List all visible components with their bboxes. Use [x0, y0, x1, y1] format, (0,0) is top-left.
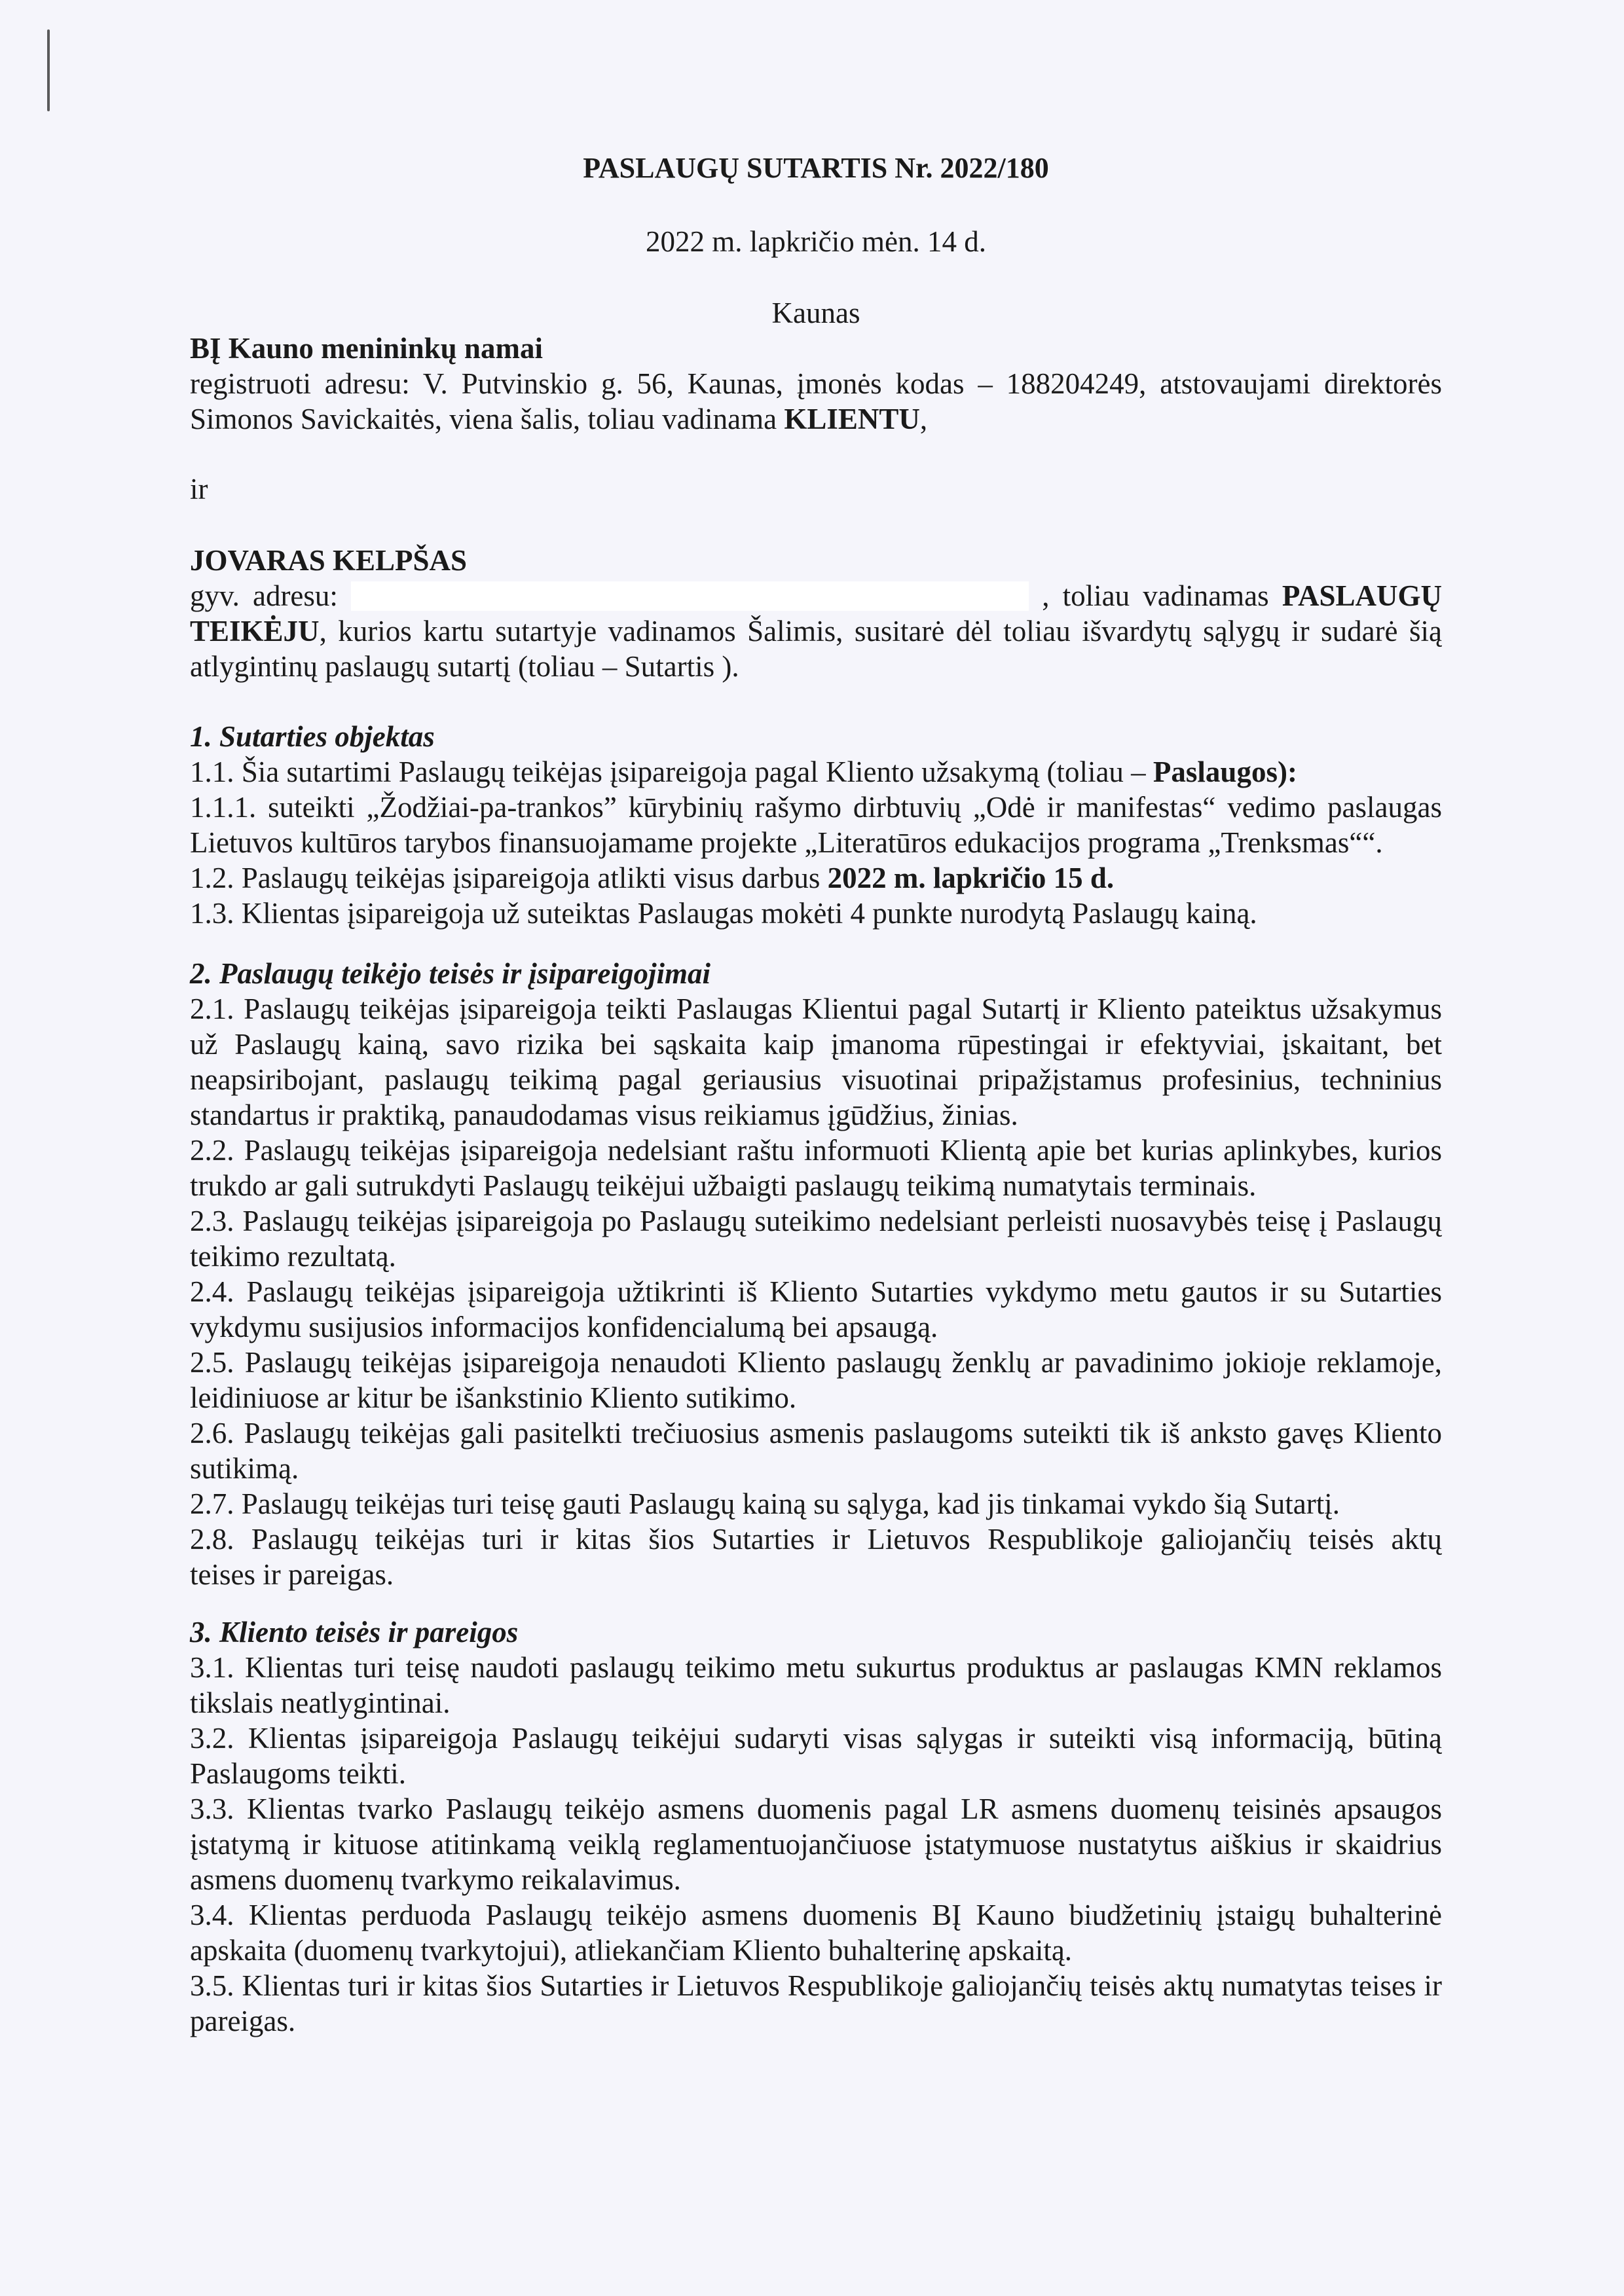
text-line — [190, 1522, 1442, 1557]
section-heading: 3. Kliento teisės ir pareigos — [190, 1616, 519, 1649]
redacted-address — [351, 581, 1029, 611]
text-segment: gyv. adresu: — [190, 579, 352, 612]
text-segment: neapsiribojant, paslaugų teikimą pagal geriausius visuotinai pripažįstamus profesinius, techninius — [190, 1063, 1442, 1096]
text-line — [190, 1721, 1442, 1756]
text-line — [190, 1097, 1442, 1133]
clause-paragraph — [190, 1274, 1442, 1345]
text-line — [190, 366, 1442, 401]
text-line — [190, 1650, 1442, 1685]
section-heading: 2. Paslaugų teikėjo teisės ir įsipareigojimai — [190, 957, 711, 990]
text-segment: 2.3. Paslaugų teikėjas įsipareigoja po Paslaugų suteikimo nedelsiant perleisti nuosavybės teisę į Paslaugų — [190, 1205, 1442, 1237]
text-segment: 2.7. Paslaugų teikėjas turi teisę gauti Paslaugų kainą su sąlyga, kad jis tinkamai vykdo šią Sutartį. — [190, 1487, 1340, 1520]
bold-text: 2022 m. lapkričio 15 d. — [827, 862, 1115, 894]
document-title: PASLAUGŲ SUTARTIS Nr. 2022/180 — [583, 152, 1049, 184]
bold-text: Paslaugos): — [1153, 756, 1297, 788]
text-segment: 3.1. Klientas turi teisę naudoti paslaugų teikimo metu sukurtus produktus ar paslaugas KMN reklamos — [190, 1651, 1442, 1684]
text-segment: 1.1. Šia sutartimi Paslaugų teikėjas įsipareigoja pagal Kliento užsakymą (toliau – — [190, 756, 1153, 788]
text-line — [190, 1827, 1442, 1862]
text-line — [190, 1897, 1442, 1933]
text-segment: už Paslaugų kainą, savo rizika bei sąskaita kaip įmanoma rūpestingai ir efektyviai, įskaitant, bet — [190, 1028, 1442, 1061]
text-segment: įstatymą ir kituose atitinkamą veiklą reglamentuojančiuose įstatymuose nustatytus aiškius ir skaidrius — [190, 1828, 1442, 1861]
text-line — [190, 991, 1442, 1027]
text-segment: 1.3. Klientas įsipareigoja už suteiktas Paslaugas mokėti 4 punkte nurodytą Paslaugų kainą. — [190, 897, 1257, 930]
text-line — [190, 896, 1442, 931]
text-segment: 2.2. Paslaugų teikėjas įsipareigoja nedelsiant raštu informuoti Klientą apie bet kurias aplinkybes, kurios — [190, 1134, 1442, 1167]
clause-paragraph — [190, 1345, 1442, 1415]
document-date: 2022 m. lapkričio mėn. 14 d. — [646, 225, 986, 258]
clause-paragraph — [190, 1791, 1442, 1897]
clause-paragraph — [190, 1897, 1442, 1968]
clause-paragraph — [190, 754, 1442, 790]
text-segment: , kurios kartu sutartyje vadinamos Šalimis, susitarė dėl toliau išvardytų sąlygų ir sudarė šią — [319, 615, 1442, 647]
party-provider-name: JOVARAS KELPŠAS — [190, 544, 468, 577]
text-segment: apskaita (duomenų tvarkytojui), atliekančiam Kliento buhalterinę apskaitą. — [190, 1934, 1073, 1967]
text-segment: 3.3. Klientas tvarko Paslaugų teikėjo asmens duomenis pagal LR asmens duomenų teisinės apsaugos — [190, 1793, 1442, 1825]
clause-paragraph — [190, 790, 1442, 860]
text-segment: 3.4. Klientas perduoda Paslaugų teikėjo asmens duomenis BĮ Kauno biudžetinių įstaigų buhalterinė — [190, 1899, 1442, 1931]
party-client — [190, 331, 1442, 437]
text-line — [190, 860, 1442, 896]
text-line — [190, 2003, 1442, 2039]
text-segment: , — [919, 403, 928, 435]
text-line — [190, 649, 1442, 684]
text-segment: Lietuvos kultūros tarybos finansuojamame projekte „Literatūros edukacijos programa „Trenksmas““. — [190, 826, 1383, 859]
text-line — [190, 1933, 1442, 1968]
text-segment: 2.4. Paslaugų teikėjas įsipareigoja užtikrinti iš Kliento Sutarties vykdymo metu gautos ir su Sutarties — [190, 1275, 1442, 1308]
text-line — [190, 1274, 1442, 1309]
text-line — [190, 1756, 1442, 1791]
section-client-rights — [190, 1614, 1442, 2039]
clause-paragraph — [190, 1968, 1442, 2039]
bold-text: TEIKĖJU — [190, 615, 320, 647]
text-line — [190, 1027, 1442, 1062]
clause-paragraph — [190, 860, 1442, 896]
text-segment: leidiniuose ar kitur be išankstinio Kliento sutikimo. — [190, 1381, 797, 1414]
clause-paragraph — [190, 1486, 1442, 1522]
text-segment: teikimo rezultatą. — [190, 1240, 396, 1273]
text-segment: tikslais neatlygintinai. — [190, 1686, 451, 1719]
clause-paragraph — [190, 1203, 1442, 1274]
clause-paragraph — [190, 1721, 1442, 1791]
text-line — [190, 401, 1442, 437]
text-line — [190, 1345, 1442, 1380]
text-segment: 1.1.1. suteikti „Žodžiai-pa-trankos” kūrybinių rašymo dirbtuvių „Odė ir manifestas“ vedimo paslaugas — [190, 791, 1442, 824]
text-segment: asmens duomenų tvarkymo reikalavimus. — [190, 1863, 681, 1896]
party-provider — [190, 543, 1442, 684]
text-segment: 1.2. Paslaugų teikėjas įsipareigoja atlikti visus darbus — [190, 862, 828, 894]
text-segment: standartus ir praktiką, panaudodamas visus reikiamus įgūdžius, žinias. — [190, 1099, 1018, 1131]
clause-paragraph — [190, 1650, 1442, 1721]
section-provider-obligations — [190, 956, 1442, 1592]
text-line — [190, 1415, 1442, 1451]
text-segment: 2.1. Paslaugų teikėjas įsipareigoja teikti Paslaugas Klientui pagal Sutartį ir Kliento pateiktus užsakymus — [190, 993, 1442, 1025]
text-line — [190, 578, 1442, 613]
text-segment: atlygintinų paslaugų sutartį (toliau – Sutartis ). — [190, 650, 739, 683]
text-segment: registruoti adresu: V. Putvinskio g. 56, Kaunas, įmonės kodas – 188204249, atstovaujami direktorės — [190, 367, 1442, 400]
text-segment: Simonos Savickaitės, viena šalis, toliau vadinama — [190, 403, 784, 435]
text-segment: trukdo ar gali sutrukdyti Paslaugų teikėjui užbaigti paslaugų teikimą numatytais terminais. — [190, 1169, 1257, 1202]
clause-paragraph — [190, 1133, 1442, 1203]
text-segment: Paslaugoms teikti. — [190, 1757, 406, 1790]
text-segment: pareigas. — [190, 2005, 296, 2037]
text-segment: , toliau vadinamas — [1029, 579, 1282, 612]
text-segment: 3.2. Klientas įsipareigoja Paslaugų teikėjui sudaryti visas sąlygas ir suteikti visą informaciją, būtiną — [190, 1722, 1442, 1755]
text-line — [190, 1862, 1442, 1897]
text-line — [190, 790, 1442, 825]
text-line — [190, 1062, 1442, 1097]
conjunction-text: ir — [190, 473, 208, 505]
text-segment: 3.5. Klientas turi ir kitas šios Sutarties ir Lietuvos Respublikoje galiojančių teisės aktų numatytas teises ir — [190, 1969, 1442, 2002]
text-line — [190, 613, 1442, 649]
text-segment: teises ir pareigas. — [190, 1558, 394, 1591]
text-segment: 2.5. Paslaugų teikėjas įsipareigoja nenaudoti Kliento paslaugų ženklų ar pavadinimo jokioje reklamoje, — [190, 1346, 1442, 1379]
text-line — [190, 1685, 1442, 1721]
text-line — [190, 825, 1442, 860]
text-segment: sutikimą. — [190, 1452, 299, 1485]
conjunction — [190, 471, 1442, 507]
text-line — [190, 1968, 1442, 2003]
text-line — [190, 1791, 1442, 1827]
text-segment: 2.6. Paslaugų teikėjas gali pasitelkti trečiuosius asmenis paslaugoms suteikti tik iš anksto gavęs Kliento — [190, 1417, 1442, 1449]
text-line — [190, 1203, 1442, 1239]
text-line — [190, 1380, 1442, 1415]
bold-text: KLIENTU — [784, 403, 920, 435]
clause-paragraph — [190, 896, 1442, 931]
document-city: Kaunas — [771, 297, 860, 329]
text-line — [190, 1557, 1442, 1592]
text-line — [190, 1451, 1442, 1486]
section-contract-object — [190, 719, 1442, 931]
text-line — [190, 754, 1442, 790]
clause-paragraph — [190, 1522, 1442, 1592]
text-segment: 2.8. Paslaugų teikėjas turi ir kitas šios Sutarties ir Lietuvos Respublikoje galiojančių teisės aktų — [190, 1523, 1442, 1556]
text-line — [190, 1309, 1442, 1345]
text-line — [190, 1168, 1442, 1203]
text-line — [190, 1486, 1442, 1522]
text-segment: vykdymu susijusios informacijos konfidencialumą bei apsaugą. — [190, 1311, 938, 1343]
section-heading: 1. Sutarties objektas — [190, 720, 435, 753]
scan-artifact-mark — [47, 29, 50, 111]
clause-paragraph — [190, 1415, 1442, 1486]
bold-text: PASLAUGŲ — [1282, 579, 1442, 612]
text-line — [190, 1239, 1442, 1274]
clause-paragraph — [190, 991, 1442, 1133]
party-client-name: BĮ Kauno menininkų namai — [190, 332, 543, 365]
text-line — [190, 1133, 1442, 1168]
